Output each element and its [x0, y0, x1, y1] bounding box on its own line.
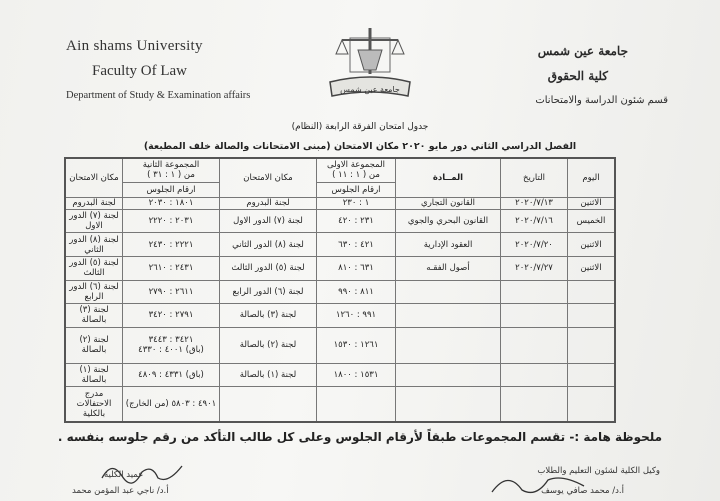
- exam-subject: القانون البحري والجوي: [396, 209, 501, 233]
- extra-seats: ٤٩٠١ : ٥٨٠٣ (من الخارج): [123, 387, 220, 422]
- group1-seats: ١٢٦١ : ١٥٣٠: [317, 327, 396, 363]
- exam-day: الاثنين: [568, 233, 616, 257]
- header-group1: [317, 158, 396, 182]
- exam-subject: العقود الإدارية: [396, 233, 501, 257]
- exam-day: الاثنين: [568, 256, 616, 280]
- table-row: [65, 233, 615, 257]
- group2-seats-line1: ٣٤٢١ : ٣٤٤٣: [148, 335, 194, 346]
- group1-seats: ٩٩١ : ١٢٦٠: [317, 304, 396, 328]
- exam-schedule-table: [64, 157, 616, 423]
- table-row: [65, 256, 615, 280]
- group1-seats: ١٥٣١ : ١٨٠٠: [317, 363, 396, 387]
- faculty-name-ar: كلية الحقوق: [547, 69, 608, 83]
- table-row: [65, 280, 615, 304]
- table-row: [65, 209, 615, 233]
- faculty-name-en: Faculty Of Law: [92, 63, 187, 79]
- group1-place: لجنة (٨) الدور الثاني: [220, 233, 317, 257]
- group2-place: لجنة (٥) الدور الثالث: [65, 256, 123, 280]
- group2-seats: ٢٢٢١ : ٢٤٣٠: [123, 233, 220, 257]
- group2-seats: (باق) ٤٣٣١ : ٤٨٠٩: [123, 363, 220, 387]
- department-name-ar: قسم شئون الدراسة والامتحانات: [535, 95, 668, 106]
- group2-place: لجنة (٢) بالصالة: [65, 327, 123, 363]
- header-subject: المــادة: [396, 158, 501, 197]
- group2-seats: ٢٧٩١ : ٣٤٢٠: [123, 304, 220, 328]
- exam-subject: القانون التجاري: [396, 197, 501, 209]
- extra-place: مدرج الاحتفالات بالكلية: [65, 387, 123, 422]
- exam-date: ٢٠٢٠/٧/٢٧: [501, 256, 568, 280]
- table-row: [65, 363, 615, 387]
- exam-subject: أصول الفقـه: [396, 256, 501, 280]
- table-row: [65, 327, 615, 363]
- university-name-en: Ain shams University: [66, 38, 203, 54]
- group1-place: لجنة البدروم: [220, 197, 317, 209]
- group2-place: لجنة (٨) الدور الثاني: [65, 233, 123, 257]
- schedule-title: جدول امتحان الفرقة الرابعة (النظام): [291, 122, 429, 132]
- group1-place: لجنة (١) بالصالة: [220, 363, 317, 387]
- group2-place: لجنة البدروم: [65, 197, 123, 209]
- group1-range: من ( ١ : ١١ ): [332, 170, 380, 181]
- header-date: التاريخ: [501, 158, 568, 197]
- table-row: [65, 197, 615, 209]
- schedule-subtitle: الفصل الدراسي الثاني دور مايو ٢٠٢٠ مكان الامتحان (مبنى الامتحانات والصالة خلف المطبعة): [143, 141, 577, 152]
- exam-date: ٢٠٢٠/٧/٢٠: [501, 233, 568, 257]
- group2-seats: ٢٤٣١ : ٢٦١٠: [123, 256, 220, 280]
- vice-dean-title: وكيل الكلية لشئون التعليم والطلاب: [537, 466, 660, 476]
- group1-seats: ٤٢١ : ٦٣٠: [317, 233, 396, 257]
- vice-dean-name: أ.د/ محمد صافي يوسف: [541, 486, 624, 496]
- group2-place: لجنة (٣) بالصالة: [65, 304, 123, 328]
- group1-seats: ٨١١ : ٩٩٠: [317, 280, 396, 304]
- exam-date: ٢٠٢٠/٧/١٦: [501, 209, 568, 233]
- group2-place: لجنة (١) بالصالة: [65, 363, 123, 387]
- group2-seats: ٢٠٣١ : ٢٢٢٠: [123, 209, 220, 233]
- logo-text: جامعة عين شمس: [340, 85, 400, 94]
- group1-place: لجنة (٥) الدور الثالث: [220, 256, 317, 280]
- table-row: [65, 387, 615, 422]
- header-place-1: مكان الامتحان: [220, 158, 317, 197]
- group1-seats: ١ : ٢٣٠: [317, 197, 396, 209]
- group1-place: لجنة (٣) بالصالة: [220, 304, 317, 328]
- group2-place: لجنة (٦) الدور الرابع: [65, 280, 123, 304]
- header-seat-numbers-1: ارقام الجلوس: [317, 182, 396, 197]
- exam-day: الاثنين: [568, 197, 616, 209]
- department-name-en: Department of Study & Examination affairs: [66, 90, 251, 101]
- dean-name: أ.د/ ناجي عبد المؤمن محمد: [72, 486, 169, 496]
- group1-seats: ٢٣١ : ٤٢٠: [317, 209, 396, 233]
- dean-title: عميد الكلية: [104, 470, 144, 480]
- group2-label: المجموعة الثانية: [142, 160, 200, 171]
- group2-seats: ١٨٠١ : ٢٠٣٠: [123, 197, 220, 209]
- important-note: [0, 430, 720, 444]
- header-day: اليوم: [568, 158, 616, 197]
- group2-range: من ( ١ : ٣١ ): [147, 170, 195, 181]
- note-label: ملحوظة هامة :-: [569, 430, 663, 444]
- group1-place: لجنة (٢) بالصالة: [220, 327, 317, 363]
- vice-dean-signature: [488, 468, 588, 498]
- group2-seats: [123, 327, 220, 363]
- header-seat-numbers-2: ارقام الجلوس: [123, 182, 220, 197]
- group2-seats-line2: (باق) ٤٠٠١ : ٤٣٣٠: [138, 345, 204, 356]
- header-place-2: مكان الامتحان: [65, 158, 123, 197]
- note-text: تقسم المجموعات طبقاً لأرقام الجلوس وعلى كل طالب التأكد من رقم جلوسه بنفسه .: [57, 430, 566, 444]
- group1-seats: ٦٣١ : ٨١٠: [317, 256, 396, 280]
- table-row: [65, 304, 615, 328]
- group2-place: لجنة (٧) الدور الاول: [65, 209, 123, 233]
- group1-place: لجنة (٦) الدور الرابع: [220, 280, 317, 304]
- university-logo: [320, 24, 420, 104]
- header-group2: [123, 158, 220, 182]
- dean-signature: [98, 456, 188, 486]
- group1-place: لجنة (٧) الدور الاول: [220, 209, 317, 233]
- university-name-ar: جامعة عين شمس: [537, 44, 628, 58]
- group2-seats: ٢٦١١ : ٢٧٩٠: [123, 280, 220, 304]
- group1-label: المجموعة الاولى: [327, 160, 385, 171]
- exam-date: ٢٠٢٠/٧/١٣: [501, 197, 568, 209]
- exam-day: الخميس: [568, 209, 616, 233]
